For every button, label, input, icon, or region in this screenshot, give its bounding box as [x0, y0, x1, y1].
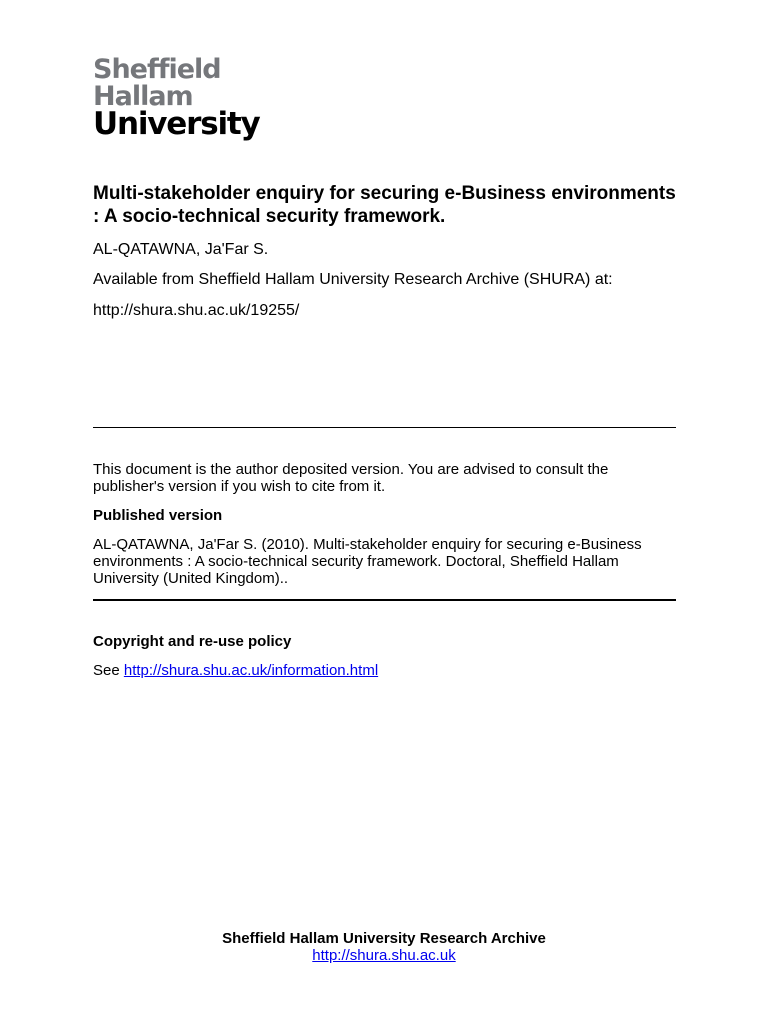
divider-bottom	[93, 599, 676, 601]
published-version-heading: Published version	[93, 507, 223, 524]
see-prefix: See	[93, 662, 124, 679]
footer-archive-link[interactable]: http://shura.shu.ac.uk	[312, 947, 456, 964]
logo-line-university: University	[93, 106, 260, 142]
copyright-policy-link[interactable]: http://shura.shu.ac.uk/information.html	[123, 662, 379, 679]
document-title: Multi-stakeholder enquiry for securing e-Business environments : A socio-technical security framework.	[93, 183, 676, 227]
footer-url-container	[0, 947, 768, 964]
logo-line-sheffield: Sheffield	[93, 54, 221, 85]
copyright-heading: Copyright and re-use policy	[93, 633, 292, 650]
citation-text: AL-QATAWNA, Ja'Far S. (2010). Multi-stakeholder enquiry for securing e-Business environments : A socio-technical security framework. Doctoral, Sheffield Hallam University (United Kingdom)..	[93, 536, 642, 587]
university-logo	[93, 56, 263, 146]
copyright-see-line	[93, 662, 378, 679]
author-name: AL-QATAWNA, Ja'Far S.	[93, 241, 269, 258]
availability-statement: Available from Sheffield Hallam University Research Archive (SHURA) at:	[93, 271, 613, 288]
repository-url: http://shura.shu.ac.uk/19255/	[93, 302, 300, 319]
footer-archive-title: Sheffield Hallam University Research Archive	[222, 930, 546, 947]
logo-line-hallam: Hallam	[93, 81, 193, 112]
deposit-notice: This document is the author deposited version. You are advised to consult the publisher's version if you wish to cite from it.	[93, 461, 609, 495]
divider-top	[93, 427, 676, 428]
